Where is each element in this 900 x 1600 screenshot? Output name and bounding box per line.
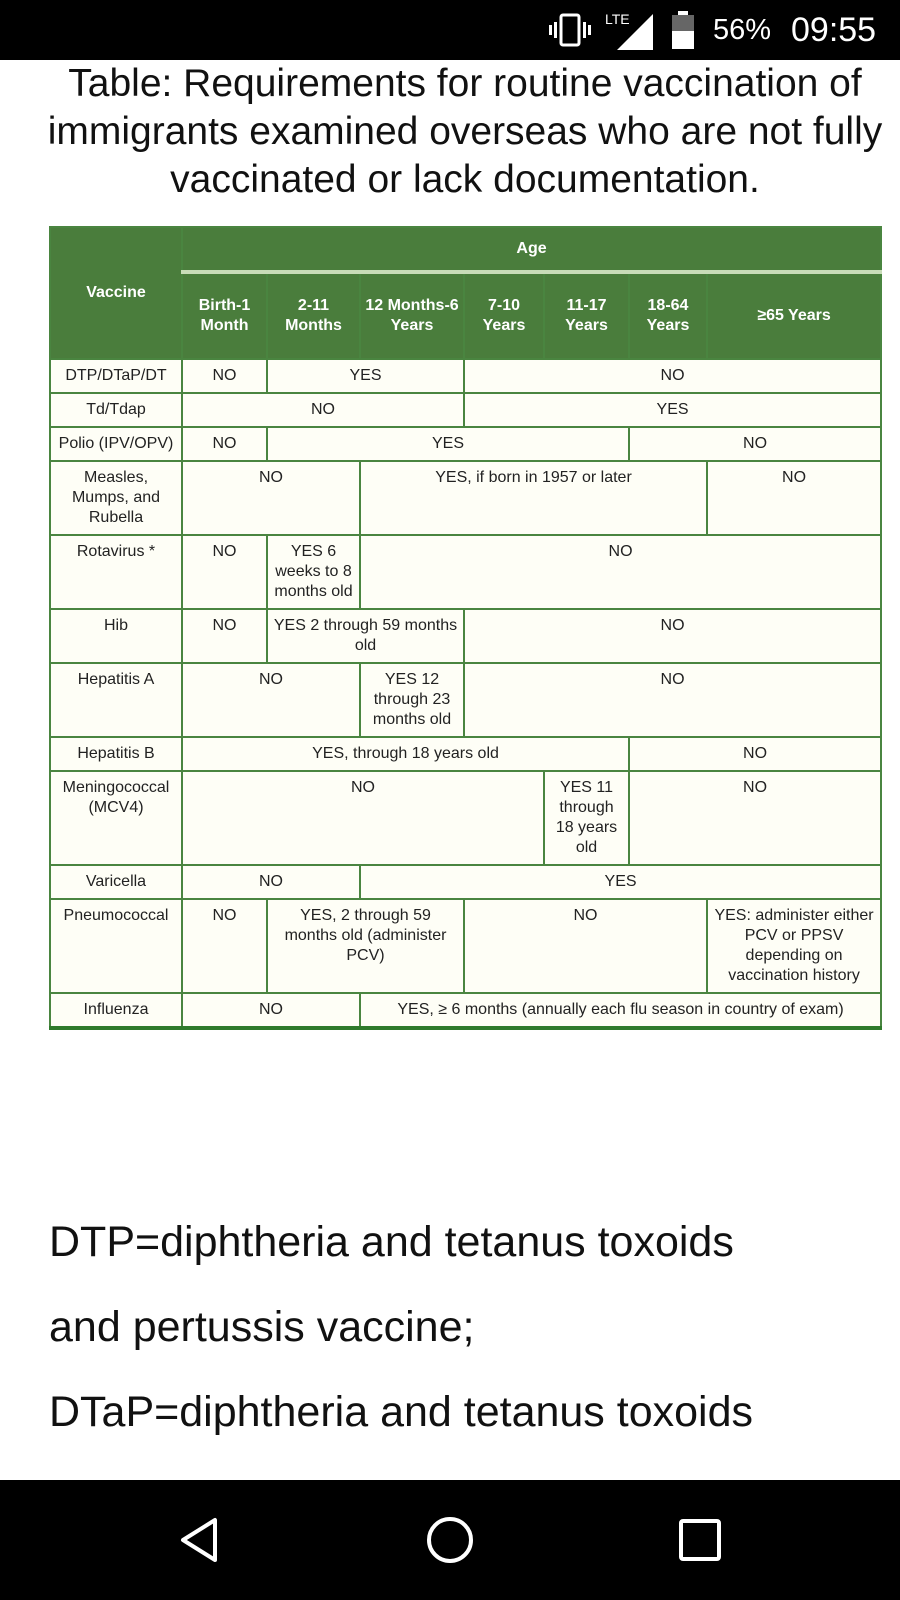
requirement-cell: YES, if born in 1957 or later <box>360 461 707 535</box>
age-column-header: Age <box>182 227 881 272</box>
table-row <box>50 737 881 771</box>
age-group-header: 12 Months-6 Years <box>360 272 464 359</box>
vaccine-name: Pneumococcal <box>50 899 182 993</box>
requirement-cell: NO <box>182 609 267 663</box>
requirement-cell: NO <box>182 899 267 993</box>
definitions-text <box>49 1200 879 1455</box>
requirement-cell: YES, 2 through 59 months old (administer PCV) <box>267 899 464 993</box>
requirement-cell: NO <box>182 359 267 393</box>
status-bar <box>0 0 900 60</box>
battery-percentage: 56% <box>713 14 772 46</box>
definition-line: DTP=diphtheria and tetanus toxoids <box>49 1218 734 1266</box>
vaccine-name: Hib <box>50 609 182 663</box>
requirement-cell: NO <box>464 663 881 737</box>
requirement-cell: YES 2 through 59 months old <box>267 609 464 663</box>
table-row <box>50 663 881 737</box>
requirement-cell: NO <box>182 993 360 1028</box>
requirement-cell: YES <box>267 427 629 461</box>
age-group-header: Birth-1 Month <box>182 272 267 359</box>
table-row <box>50 427 881 461</box>
table-row <box>50 899 881 993</box>
requirement-cell: YES, through 18 years old <box>182 737 629 771</box>
recent-apps-button[interactable] <box>650 1480 750 1600</box>
back-icon <box>175 1515 225 1565</box>
recent-apps-icon <box>677 1517 723 1563</box>
vaccine-name: Influenza <box>50 993 182 1028</box>
vaccine-name: Varicella <box>50 865 182 899</box>
requirement-cell: NO <box>464 359 881 393</box>
age-group-header: 2-11 Months <box>267 272 360 359</box>
lte-signal-icon <box>603 0 657 60</box>
table-row <box>50 461 881 535</box>
vaccination-table <box>49 226 882 1030</box>
age-group-header: 11-17 Years <box>544 272 629 359</box>
requirement-cell: NO <box>464 899 707 993</box>
requirement-cell: NO <box>629 427 881 461</box>
vaccine-name: Rotavirus * <box>50 535 182 609</box>
requirement-cell: YES 12 through 23 months old <box>360 663 464 737</box>
table-row <box>50 865 881 899</box>
requirement-cell: NO <box>182 663 360 737</box>
requirement-cell: YES: administer either PCV or PPSV depending on vaccination history <box>707 899 881 993</box>
requirement-cell: YES <box>360 865 881 899</box>
battery-icon <box>670 0 696 60</box>
requirement-cell: NO <box>182 461 360 535</box>
requirement-cell: YES <box>267 359 464 393</box>
definition-line: DTaP=diphtheria and tetanus toxoids <box>49 1388 753 1436</box>
table-title: Table: Requirements for routine vaccination of immigrants examined overseas who are not fully vaccinated or lack documentation. <box>47 62 883 201</box>
vibrate-icon <box>548 0 592 60</box>
requirement-cell: NO <box>182 865 360 899</box>
requirement-cell: NO <box>360 535 881 609</box>
requirement-cell: NO <box>182 427 267 461</box>
back-button[interactable] <box>150 1480 250 1600</box>
vaccine-column-header: Vaccine <box>50 227 182 359</box>
requirement-cell: NO <box>707 461 881 535</box>
table-row <box>50 359 881 393</box>
vaccine-name: Measles, Mumps, and Rubella <box>50 461 182 535</box>
requirement-cell: NO <box>629 771 881 865</box>
age-group-header: 7-10 Years <box>464 272 544 359</box>
age-group-header: 18-64 Years <box>629 272 707 359</box>
requirement-cell: NO <box>182 535 267 609</box>
table-row <box>50 993 881 1028</box>
vaccine-name: Hepatitis B <box>50 737 182 771</box>
age-group-header: ≥65 Years <box>707 272 881 359</box>
requirement-cell: YES 11 through 18 years old <box>544 771 629 865</box>
requirement-cell: YES <box>464 393 881 427</box>
table-row <box>50 609 881 663</box>
vaccine-name: DTP/DTaP/DT <box>50 359 182 393</box>
requirement-cell: YES, ≥ 6 months (annually each flu season in country of exam) <box>360 993 881 1028</box>
clock: 09:55 <box>791 11 877 49</box>
requirement-cell: NO <box>182 393 464 427</box>
home-button[interactable] <box>400 1480 500 1600</box>
requirement-cell: YES 6 weeks to 8 months old <box>267 535 360 609</box>
home-icon <box>424 1514 476 1566</box>
navigation-bar <box>0 1480 900 1600</box>
table-row <box>50 771 881 865</box>
vaccine-name: Td/Tdap <box>50 393 182 427</box>
definition-line: and pertussis vaccine; <box>49 1303 475 1351</box>
vaccine-name: Hepatitis A <box>50 663 182 737</box>
vaccine-name: Polio (IPV/OPV) <box>50 427 182 461</box>
table-row <box>50 393 881 427</box>
vaccine-name: Meningococcal (MCV4) <box>50 771 182 865</box>
table-row <box>50 535 881 609</box>
requirement-cell: NO <box>464 609 881 663</box>
requirement-cell: NO <box>629 737 881 771</box>
requirement-cell: NO <box>182 771 544 865</box>
network-label: LTE <box>605 11 630 27</box>
